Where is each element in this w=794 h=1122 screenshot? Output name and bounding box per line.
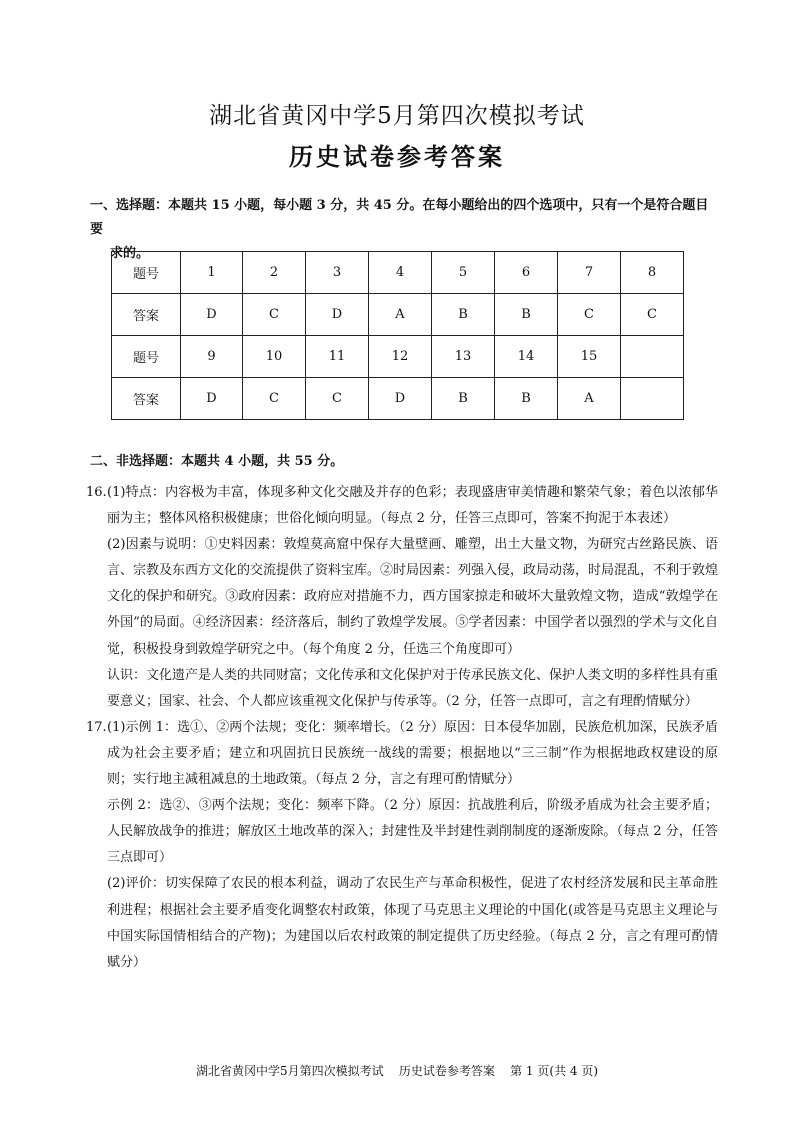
answer-table-cell: D [181,378,243,420]
answer-table-cell: 2 [243,252,306,294]
section-2-heading: 二、非选择题：本题共 4 小题，共 55 分。 [90,454,344,469]
answer-table-cell: 3 [306,252,369,294]
question-number: 17. [86,719,107,735]
answer-table-cell: B [495,294,558,336]
answer-table-row [112,252,684,294]
q16-understanding: 认识：文化遗产是人类的共同财富；文化传承和文化保护对于传承民族文化、保护人类文明的多样性具有重要意义；国家、社会、个人都应该重视文化保护与传承等。（2 分，任答一点即可，言之有理酌情赋分） [107,667,719,709]
answer-table-row [112,336,684,378]
answer-table-cell: 13 [432,336,495,378]
answer-table-cell: 8 [621,252,684,294]
question-17 [86,715,718,976]
answer-table-row [112,294,684,336]
section-1-heading-line2: 求的。 [110,246,150,261]
answer-table-cell: 7 [558,252,621,294]
answer-table-row-label: 题号 [112,252,181,294]
question-number: 16. [86,485,107,500]
answer-table-cell: 11 [306,336,369,378]
answer-table-cell: C [306,378,369,420]
answer-table-cell: D [306,294,369,336]
answer-table-cell: C [621,294,684,336]
answer-table-cell: A [558,378,621,420]
answer-table-cell: 15 [558,336,621,378]
answer-table-cell: 9 [181,336,243,378]
exam-title: 湖北省黄冈中学5月第四次模拟考试 [209,103,585,129]
answer-table-cell: 5 [432,252,495,294]
answer-table-cell: B [432,378,495,420]
answer-table-cell: 6 [495,252,558,294]
answer-table [111,251,684,420]
answer-table-cell: 4 [369,252,432,294]
answer-table-cell: B [495,378,558,420]
answer-table-cell: D [181,294,243,336]
answer-table-row-label: 答案 [112,378,181,420]
answer-table-cell: D [369,378,432,420]
section-1-heading-line1: 一、选择题：本题共 15 小题，每小题 3 分，共 45 分。在每小题给出的四个选项中，只有一个是符合题目要 [90,198,709,237]
answer-table-cell: 12 [369,336,432,378]
answer-table-cell: A [369,294,432,336]
q16-part2: (2)因素与说明：①史料因素：敦煌莫高窟中保存大量壁画、雕塑，出土大量文物，为研究古丝路民族、语言、宗教及东西方文化的交流提供了资料宝库。②时局因素：列强入侵，政局动荡，时局混乱，不利于敦煌文化的保护和研究。③政府因素：政府应对措施不力，西方国家掠走和破坏大量敦煌文物，造成“敦煌学在外国”的局面。④经济因素：经济落后，制约了敦煌学发展。⑤学者因素：中国学者以强烈的学术与文化自觉，积极投身到敦煌学研究之中。（每个角度 2 分，任选三个角度即可） [107,537,719,657]
answers-body [86,480,719,976]
answer-table-cell: C [243,294,306,336]
answer-table-cell [621,378,684,420]
q17-part2: (2)评价：切实保障了农民的根本利益，调动了农民生产与革命积极性，促进了农村经济发展和民主革命胜利进程；根据社会主要矛盾变化调整农村政策，体现了马克思主义理论的中国化(或答是马克思主义理论与中国实际国情相结合的产物)；为建国以后农村政策的制定提供了历史经验。（每点 2 分，言之有理可酌情赋分） [107,876,718,970]
answer-table-cell [621,336,684,378]
answer-table-cell: C [558,294,621,336]
q17-example2: 示例 2：选②、③两个法规；变化：频率下降。（2 分）原因：抗战胜利后，阶级矛盾成为社会主要矛盾；人民解放战争的推进；解放区土地改革的深入；封建性及半封建性剥削制度的逐渐废除。（每点 2 分，任答三点即可） [107,798,718,866]
answer-table-cell: B [432,294,495,336]
question-16 [86,480,719,715]
answer-key-title: 历史试卷参考答案 [289,142,505,171]
answer-table-cell: 10 [243,336,306,378]
answer-table-cell: 14 [495,336,558,378]
page-footer: 湖北省黄冈中学5月第四次模拟考试 历史试卷参考答案 第 1 页(共 4 页) [195,1064,599,1078]
answer-table-row [112,378,684,420]
q16-part1: (1)特点：内容极为丰富，体现多种文化交融及并存的色彩；表现盛唐审美情趣和繁荣气象；着色以浓郁华丽为主；整体风格积极健康；世俗化倾向明显。（每点 2 分，任答三点即可，答案不拘泥于本表述） [107,485,718,527]
answer-table-cell: 1 [181,252,243,294]
answer-table-row-label: 题号 [112,336,181,378]
answer-table-cell: C [243,378,306,420]
answer-table-row-label: 答案 [112,294,181,336]
q17-example1: (1)示例 1：选①、②两个法规；变化：频率增长。（2 分）原因：日本侵华加剧，民族危机加深，民族矛盾成为社会主要矛盾；建立和巩固抗日民族统一战线的需要；根据地以“三三制”作为根据地政权建设的原则；实行地主减租减息的土地政策。（每点 2 分，言之有理可酌情赋分） [107,719,718,788]
